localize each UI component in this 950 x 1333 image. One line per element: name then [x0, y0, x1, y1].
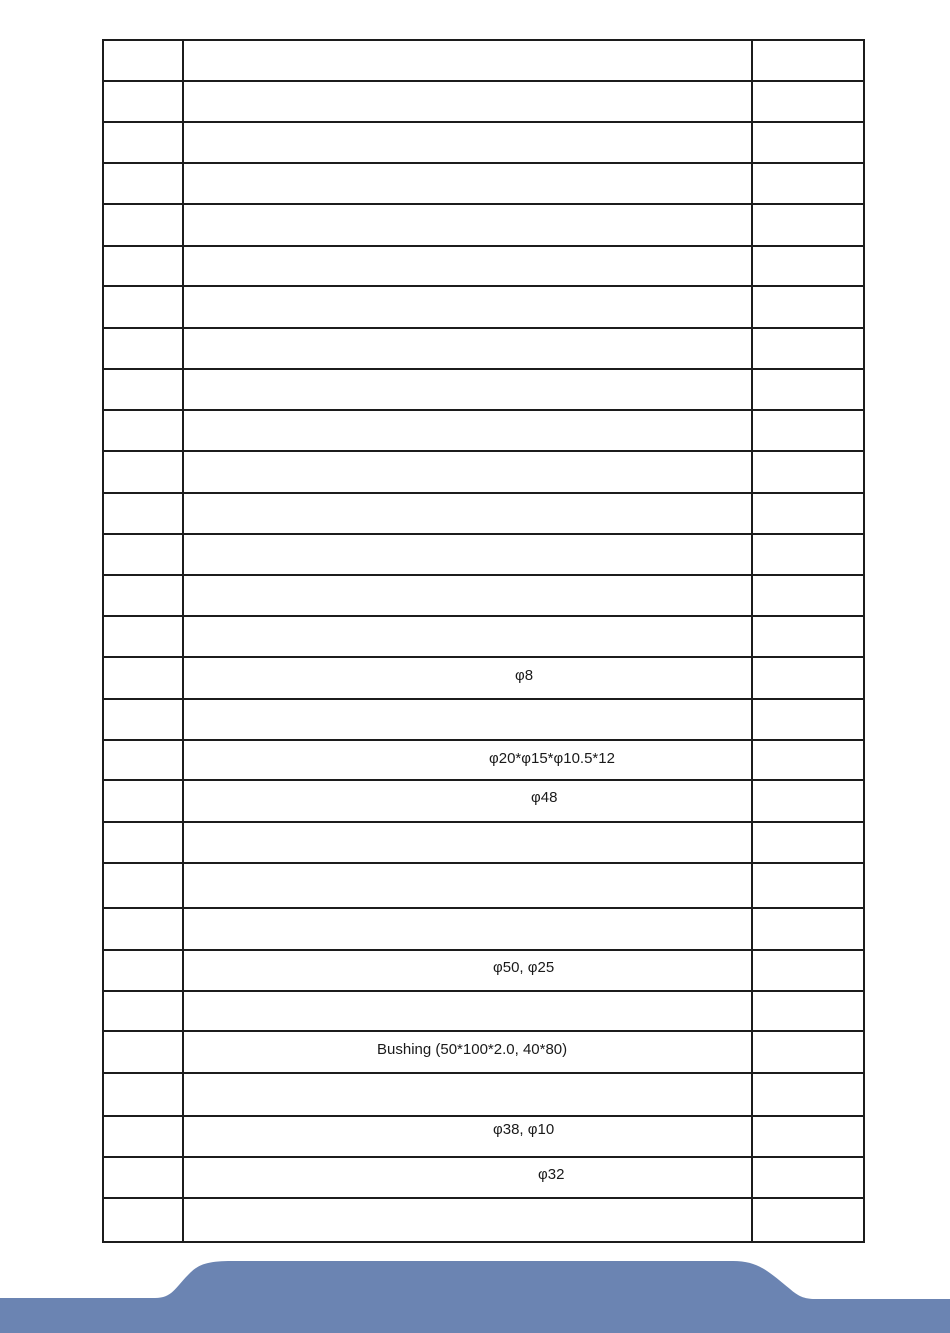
table-row [103, 1198, 864, 1242]
row-quantity-cell [752, 328, 864, 369]
row-item-cell [183, 410, 752, 451]
row-item-cell [183, 246, 752, 286]
row-quantity-cell [752, 493, 864, 534]
row-item-cell [183, 369, 752, 410]
row-quantity-cell [752, 863, 864, 908]
row-item-text: φ8 [515, 666, 534, 684]
table-row [103, 616, 864, 657]
table-row [103, 40, 864, 81]
row-quantity-cell [752, 991, 864, 1031]
table-row [103, 950, 864, 991]
row-number-cell [103, 1073, 183, 1116]
table-row [103, 246, 864, 286]
table-row [103, 369, 864, 410]
row-quantity-cell [752, 657, 864, 699]
row-quantity-cell [752, 616, 864, 657]
table-row [103, 991, 864, 1031]
row-item-cell [183, 1157, 752, 1198]
table-row [103, 163, 864, 204]
row-item-cell [183, 950, 752, 991]
row-number-cell [103, 950, 183, 991]
row-quantity-cell [752, 122, 864, 163]
table-row [103, 122, 864, 163]
row-number-cell [103, 1031, 183, 1073]
table-row [103, 451, 864, 493]
row-quantity-cell [752, 81, 864, 122]
row-quantity-cell [752, 286, 864, 328]
row-item-cell [183, 40, 752, 81]
table-row [103, 328, 864, 369]
row-item-cell [183, 534, 752, 575]
row-item-cell [183, 451, 752, 493]
row-item-text: φ20*φ15*φ10.5*12 [489, 749, 615, 767]
row-item-cell [183, 699, 752, 740]
row-item-cell [183, 822, 752, 863]
row-item-text: φ48 [531, 788, 558, 806]
row-number-cell [103, 410, 183, 451]
table-row [103, 81, 864, 122]
row-item-cell [183, 616, 752, 657]
row-number-cell [103, 451, 183, 493]
row-number-cell [103, 163, 183, 204]
table-row [103, 534, 864, 575]
row-item-cell [183, 1198, 752, 1242]
row-item-cell [183, 863, 752, 908]
row-number-cell [103, 1198, 183, 1242]
row-item-cell [183, 657, 752, 699]
row-item-cell [183, 575, 752, 616]
row-quantity-cell [752, 699, 864, 740]
row-number-cell [103, 822, 183, 863]
row-quantity-cell [752, 1073, 864, 1116]
parts-table [102, 39, 865, 1243]
row-item-cell [183, 740, 752, 780]
table-row [103, 908, 864, 950]
row-quantity-cell [752, 451, 864, 493]
row-quantity-cell [752, 1116, 864, 1157]
row-number-cell [103, 286, 183, 328]
row-item-text: φ32 [538, 1166, 565, 1183]
row-quantity-cell [752, 908, 864, 950]
row-quantity-cell [752, 822, 864, 863]
parts-table-body [103, 40, 864, 1242]
row-number-cell [103, 1116, 183, 1157]
table-row [103, 575, 864, 616]
row-number-cell [103, 40, 183, 81]
row-item-cell [183, 991, 752, 1031]
row-item-cell [183, 81, 752, 122]
row-item-cell [183, 1073, 752, 1116]
row-number-cell [103, 204, 183, 246]
row-number-cell [103, 369, 183, 410]
row-number-cell [103, 534, 183, 575]
table-row [103, 1116, 864, 1157]
row-item-cell [183, 1116, 752, 1157]
row-item-cell [183, 286, 752, 328]
table-row [103, 286, 864, 328]
row-number-cell [103, 780, 183, 822]
table-row [103, 493, 864, 534]
table-row [103, 740, 864, 780]
row-number-cell [103, 328, 183, 369]
row-item-text: φ50, φ25 [493, 959, 555, 976]
row-number-cell [103, 740, 183, 780]
row-item-cell [183, 122, 752, 163]
row-quantity-cell [752, 534, 864, 575]
row-item-cell [183, 204, 752, 246]
row-quantity-cell [752, 163, 864, 204]
row-item-cell [183, 328, 752, 369]
table-row [103, 863, 864, 908]
row-number-cell [103, 81, 183, 122]
table-row [103, 204, 864, 246]
row-number-cell [103, 616, 183, 657]
row-number-cell [103, 863, 183, 908]
row-number-cell [103, 575, 183, 616]
table-row [103, 410, 864, 451]
row-number-cell [103, 246, 183, 286]
row-number-cell [103, 991, 183, 1031]
row-quantity-cell [752, 204, 864, 246]
row-number-cell [103, 657, 183, 699]
row-number-cell [103, 122, 183, 163]
row-item-cell [183, 163, 752, 204]
row-quantity-cell [752, 40, 864, 81]
table-row [103, 1031, 864, 1073]
table-row [103, 699, 864, 740]
row-quantity-cell [752, 246, 864, 286]
row-quantity-cell [752, 740, 864, 780]
row-number-cell [103, 493, 183, 534]
row-item-cell [183, 493, 752, 534]
footer-band-shape [0, 1261, 950, 1333]
row-item-text: φ38, φ10 [493, 1121, 555, 1138]
row-quantity-cell [752, 369, 864, 410]
footer-band [0, 1258, 950, 1333]
table-row [103, 822, 864, 863]
row-number-cell [103, 699, 183, 740]
row-number-cell [103, 908, 183, 950]
row-quantity-cell [752, 1031, 864, 1073]
row-quantity-cell [752, 1157, 864, 1198]
row-item-cell [183, 1031, 752, 1073]
row-item-cell [183, 780, 752, 822]
row-item-cell [183, 908, 752, 950]
row-item-text: Bushing (50*100*2.0, 40*80) [377, 1040, 568, 1058]
table-row [103, 1157, 864, 1198]
table-row [103, 657, 864, 699]
row-quantity-cell [752, 950, 864, 991]
row-quantity-cell [752, 410, 864, 451]
row-number-cell [103, 1157, 183, 1198]
table-row [103, 780, 864, 822]
row-quantity-cell [752, 575, 864, 616]
row-quantity-cell [752, 780, 864, 822]
row-quantity-cell [752, 1198, 864, 1242]
table-row [103, 1073, 864, 1116]
